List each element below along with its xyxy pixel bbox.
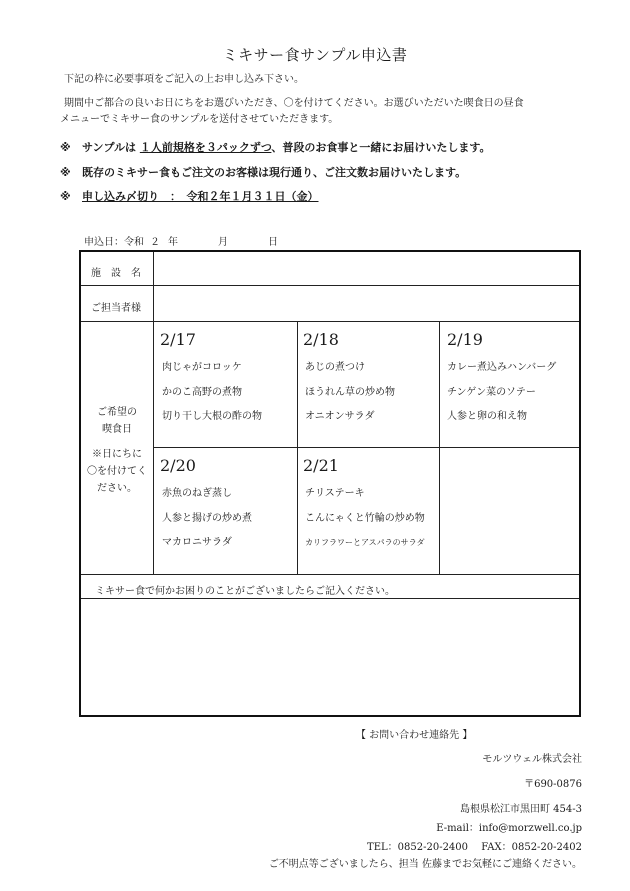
notice-mark: ※ — [60, 166, 71, 179]
comment-label: ミキサー食で何かお困りのことがございましたらご記入ください。 — [95, 586, 395, 597]
notice-existing — [60, 164, 466, 180]
preferred-date-label — [81, 404, 153, 497]
side-label-2: 喫食日 — [102, 424, 132, 435]
menu-item: こんにゃくと竹輪の炒め物 — [305, 512, 425, 524]
page-title: ミキサー食サンプル申込書 — [222, 46, 408, 64]
menu-item: 肉じゃがコロッケ — [162, 362, 242, 373]
menu-item: チリステーキ — [305, 488, 365, 499]
menu-item: ほうれん草の炒め物 — [305, 386, 395, 398]
day-date: 2/21 — [303, 456, 339, 475]
notice-deadline-text: 申し込み〆切り ： 令和２年１月３１日（金） — [82, 190, 319, 203]
application-date-day-unit: 日 — [268, 237, 278, 248]
notice-deadline — [60, 188, 319, 204]
day-menu — [305, 482, 425, 556]
menu-item: かのこ高野の煮物 — [162, 386, 242, 398]
contact-address: 島根県松江市黒田町 454-3 — [459, 804, 582, 815]
application-date-year: ２ — [150, 237, 160, 248]
day-menu — [305, 356, 395, 430]
notice-sample-b: １人前規格を３パックずつ — [139, 141, 272, 154]
day-cell-2-19[interactable] — [440, 322, 579, 447]
day-menu — [162, 356, 262, 430]
application-date-prefix: 申込日：令和 — [84, 237, 144, 248]
contact-person-label: ご担当者様 — [91, 303, 141, 314]
contact-company: モルツウェル株式会社 — [482, 754, 582, 765]
menu-item: オニオンサラダ — [305, 411, 375, 422]
divider — [81, 574, 579, 575]
contact-heading: 【 お問い合わせ連絡先 】 — [356, 730, 473, 741]
day-date: 2/18 — [303, 330, 339, 349]
footer-note: ご不明点等ございましたら、担当 佐藤までお気軽にご連絡ください。 — [268, 859, 582, 870]
menu-item: チンゲン菜のソテー — [447, 386, 536, 398]
notice-sample-c: 、普段のお食事と一緒にお届けいたします。 — [271, 141, 491, 154]
application-date[interactable] — [84, 233, 278, 248]
notice-mark: ※ — [60, 190, 71, 203]
side-note-2: 〇を付けてく — [87, 466, 147, 477]
comment-field[interactable] — [81, 599, 579, 715]
day-cell-2-17[interactable] — [154, 322, 297, 447]
application-date-month-unit: 月 — [218, 237, 228, 248]
menu-item: カリフラワーとアスパラのサラダ — [305, 538, 425, 547]
application-form — [79, 250, 581, 717]
day-cell-2-21[interactable] — [298, 448, 439, 574]
day-date: 2/17 — [160, 330, 196, 349]
menu-item: マカロニサラダ — [162, 537, 232, 548]
day-cell-2-20[interactable] — [154, 448, 297, 574]
notice-sample-a: サンプルは — [82, 141, 140, 154]
day-cell-2-18[interactable] — [298, 322, 439, 447]
side-note-3: ださい。 — [97, 483, 137, 494]
facility-name-field[interactable] — [154, 252, 579, 285]
day-date: 2/19 — [447, 330, 483, 349]
menu-item: 赤魚のねぎ蒸し — [162, 488, 232, 499]
menu-item: カレー煮込みハンバーグ — [447, 362, 557, 373]
menu-item: あじの煮つけ — [305, 362, 365, 373]
notice-mark: ※ — [60, 141, 71, 154]
contact-email: E-mail：info@morzwell.co.jp — [436, 823, 582, 834]
contact-person-field[interactable] — [154, 286, 579, 321]
contact-postal: 〒690-0876 — [524, 779, 582, 790]
application-date-year-unit: 年 — [168, 237, 178, 248]
contact-phones: TEL：0852-20-2400 FAX：0852-20-2402 — [367, 842, 582, 853]
facility-label: 施 設 名 — [91, 268, 141, 279]
intro-line-3: メニューでミキサー食のサンプルを送付させていただきます。 — [60, 114, 339, 125]
day-menu — [162, 482, 252, 556]
day-menu — [447, 356, 556, 430]
menu-item: 人参と卵の和え物 — [447, 411, 527, 422]
intro-line-2: 期間中ご都合の良いお日にちをお選びいただき、〇を付けてください。お選びいただいた喫食日の昼食 — [64, 98, 524, 109]
menu-item: 切り干し大根の酢の物 — [162, 411, 262, 422]
day-date: 2/20 — [160, 456, 196, 475]
side-note-1: ※日にちに — [92, 449, 142, 460]
notice-sample — [60, 139, 491, 155]
intro-line-1: 下記の枠に必要事項をご記入の上お申し込み下さい。 — [64, 74, 304, 85]
side-label-1: ご希望の — [97, 407, 137, 418]
notice-existing-text: 既存のミキサー食もご注文のお客様は現行通り、ご注文数お届けいたします。 — [82, 166, 467, 179]
menu-item: 人参と揚げの炒め煮 — [162, 512, 252, 524]
